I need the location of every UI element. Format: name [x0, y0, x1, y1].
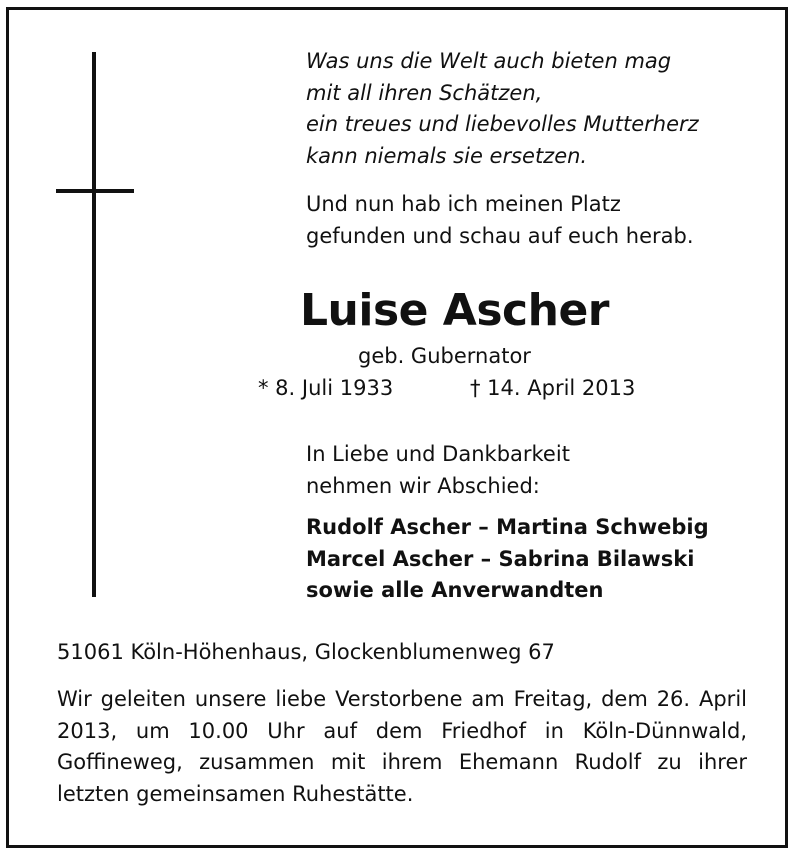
mourner-line: Marcel Ascher – Sabrina Bilawski: [306, 546, 695, 571]
poem-line: mit all ihren Schätzen,: [306, 80, 543, 105]
poem-line: Was uns die Welt auch bieten mag: [306, 49, 672, 73]
mourners-list: [306, 512, 709, 607]
birth-date: * 8. Juli 1933: [258, 376, 394, 400]
funeral-notice: Wir geleiten unsere liebe Verstorbene am Freitag, dem 26. April 2013, um 10.00 Uhr auf dem Friedhof in Köln-Dünnwald, Goffineweg, zusammen mit ihrem Ehemann Rudolf zu ihrer letzten gemeinsamen Ruhestätte.: [57, 687, 747, 806]
poem-line: kann niemals sie ersetzen.: [306, 143, 588, 168]
mourner-line: Rudolf Ascher – Martina Schwebig: [306, 515, 709, 539]
verse-line: Und nun hab ich meinen Platz: [306, 192, 621, 216]
farewell-text: [306, 439, 570, 502]
deceased-name: Luise Ascher: [300, 285, 609, 336]
memorial-poem: [306, 46, 699, 172]
farewell-line: In Liebe und Dankbarkeit: [306, 442, 570, 466]
maiden-name: geb. Gubernator: [358, 344, 531, 368]
death-date: † 14. April 2013: [470, 376, 636, 400]
verse-line: gefunden und schau auf euch herab.: [306, 223, 694, 248]
cross-vertical-bar: [92, 52, 96, 597]
farewell-line: nehmen wir Abschied:: [306, 473, 540, 498]
poem-line: ein treues und liebevolles Mutterherz: [306, 112, 699, 136]
closing-verse: [306, 189, 694, 252]
family-address: 51061 Köln-Höhenhaus, Glockenblumenweg 67: [57, 640, 555, 664]
cross-horizontal-bar: [56, 189, 134, 193]
mourner-line: sowie alle Anverwandten: [306, 578, 604, 602]
